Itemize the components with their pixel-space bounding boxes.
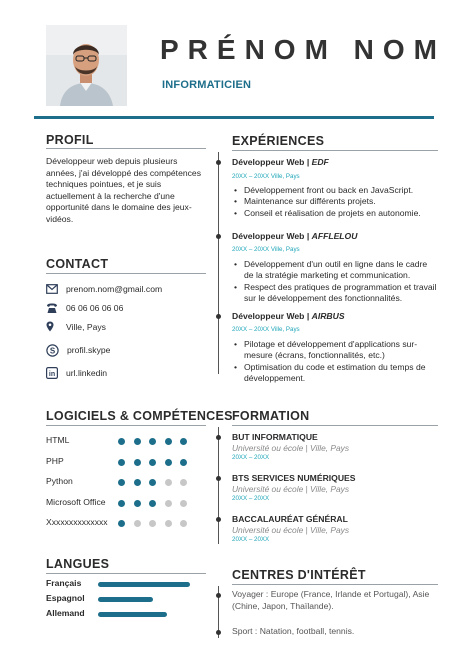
languages-heading: LANGUES	[46, 557, 110, 571]
education-school: Université ou école | Ville, Pays	[232, 525, 350, 535]
profile-photo	[46, 25, 127, 106]
experience-title: Développeur Web | AIRBUS	[232, 311, 345, 321]
language-level-bar	[98, 612, 167, 617]
header-divider	[34, 116, 434, 119]
skill-level-dot	[134, 500, 141, 507]
education-divider	[232, 425, 438, 426]
language-level-bar	[98, 582, 190, 587]
skill-label: HTML	[46, 435, 70, 445]
phone-icon	[46, 303, 58, 314]
timeline-dot	[216, 160, 221, 165]
experience-bullets	[232, 259, 437, 304]
experience-bullets	[232, 339, 437, 384]
experience-date: 20XX – 20XX Ville, Pays	[232, 326, 300, 333]
education-title: BACCALAURÉAT GÉNÉRAL	[232, 514, 348, 524]
skill-level-dot	[165, 479, 172, 486]
education-title: BUT INFORMATIQUE	[232, 432, 318, 442]
skill-level-dot	[134, 479, 141, 486]
language-label: Allemand	[46, 608, 85, 618]
list-item: • Pilotage et développement d'applications sur-mesure (écrans, fonctionnalités, etc.)	[232, 339, 437, 362]
skill-level-dot	[149, 479, 156, 486]
experience-bullets	[232, 185, 437, 219]
interest-item: Sport : Natation, football, tennis.	[232, 626, 355, 636]
experiences-divider	[232, 150, 438, 151]
list-item: • Développement d'un outil en ligne dans le cadre de la stratégie marketing et communication.	[232, 259, 437, 282]
experiences-timeline	[218, 152, 219, 374]
skill-level-dot	[149, 459, 156, 466]
contact-heading: CONTACT	[46, 257, 109, 271]
skill-level-dot	[134, 459, 141, 466]
job-title: INFORMATICIEN	[162, 79, 252, 91]
contact-linkedin[interactable]	[46, 366, 107, 380]
education-date: 20XX – 20XX	[232, 495, 270, 502]
experiences-heading: EXPÉRIENCES	[232, 134, 325, 148]
timeline-dot	[216, 517, 221, 522]
timeline-dot	[216, 593, 221, 598]
contact-email[interactable]	[46, 282, 162, 296]
skill-level-dot	[149, 520, 156, 527]
experience-company: AFFLELOU	[311, 231, 358, 241]
timeline-dot	[216, 234, 221, 239]
skill-level-dot	[118, 459, 125, 466]
list-item: • Développement front ou back en JavaScript.	[232, 185, 437, 196]
experience-title: Développeur Web | AFFLELOU	[232, 231, 358, 241]
education-title: BTS SERVICES NUMÉRIQUES	[232, 473, 356, 483]
contact-skype-text: profil.skype	[67, 345, 111, 355]
contact-skype[interactable]	[46, 343, 110, 357]
language-level-bar	[98, 597, 153, 602]
skill-level-dot	[180, 438, 187, 445]
contact-phone-text: 06 06 06 06 06	[66, 303, 124, 313]
languages-divider	[46, 573, 206, 574]
svg-text:in: in	[48, 371, 56, 378]
skill-level-dot	[165, 438, 172, 445]
location-pin-icon	[46, 321, 58, 333]
interests-divider	[232, 584, 438, 585]
skill-level-dot	[165, 459, 172, 466]
skill-level-dot	[118, 438, 125, 445]
education-timeline	[218, 427, 219, 544]
skill-level-dot	[118, 479, 125, 486]
person-portrait-icon	[46, 25, 127, 106]
contact-location	[46, 320, 106, 334]
education-heading: FORMATION	[232, 409, 310, 423]
list-item: • Maintenance sur différents projets.	[232, 196, 437, 207]
skill-level-dot	[165, 500, 172, 507]
interests-heading: CENTRES D'INTÉRÊT	[232, 568, 366, 582]
skill-label: Xxxxxxxxxxxxxx	[46, 517, 108, 527]
svg-text:S: S	[49, 345, 56, 355]
skill-label: Python	[46, 476, 73, 486]
profile-text: Développeur web depuis plusieurs années, j'ai développé des compétences techniques pointues, et je suis actuellement à la recherche d'une opportunité dans le domaine des jeux-vidéos.	[46, 156, 202, 224]
list-item: • Optimisation du code et estimation du temps de développement.	[232, 362, 437, 385]
language-label: Espagnol	[46, 593, 85, 603]
experience-date: 20XX – 20XX Ville, Pays	[232, 173, 300, 180]
timeline-dot	[216, 476, 221, 481]
education-date: 20XX – 20XX	[232, 536, 270, 543]
list-item: • Conseil et réalisation de projets en autonomie.	[232, 208, 437, 219]
timeline-dot	[216, 314, 221, 319]
timeline-dot	[216, 630, 221, 635]
skill-level-dot	[165, 520, 172, 527]
skills-divider	[46, 425, 206, 426]
skill-level-dot	[180, 459, 187, 466]
experience-date: 20XX – 20XX Ville, Pays	[232, 246, 300, 253]
contact-linkedin-text: url.linkedin	[66, 368, 108, 378]
interest-item: Voyager : Europe (France, Irlande et Portugal), Asie (Chine, Japon, Thaïlande).	[232, 589, 430, 611]
linkedin-icon	[46, 367, 58, 379]
skill-level-dot	[118, 500, 125, 507]
contact-divider	[46, 273, 206, 274]
skype-icon	[46, 344, 59, 357]
list-item: • Respect des pratiques de programmation et travail sur le développement des fonctionnalités.	[232, 282, 437, 305]
contact-location-text: Ville, Pays	[66, 322, 106, 332]
skill-level-dot	[180, 479, 187, 486]
skill-level-dot	[149, 438, 156, 445]
experience-company: EDF	[311, 157, 329, 167]
education-school: Université ou école | Ville, Pays	[232, 484, 350, 494]
experience-title: Développeur Web | EDF	[232, 157, 329, 167]
skill-level-dot	[180, 500, 187, 507]
skills-heading: LOGICIELS & COMPÉTENCES	[46, 409, 233, 423]
candidate-name: PRÉNOM NOM	[160, 34, 446, 65]
skill-label: PHP	[46, 455, 64, 466]
education-school: Université ou école | Ville, Pays	[232, 443, 350, 453]
skill-level-dot	[149, 500, 156, 507]
envelope-icon	[46, 284, 58, 294]
contact-email-text: prenom.nom@gmail.com	[66, 284, 163, 294]
experience-company: AIRBUS	[311, 311, 345, 321]
skill-label: Microsoft Office	[46, 496, 106, 507]
contact-phone[interactable]	[46, 301, 123, 315]
language-label: Français	[46, 578, 82, 588]
profile-divider	[46, 148, 206, 149]
profile-heading: PROFIL	[46, 133, 94, 147]
education-date: 20XX – 20XX	[232, 454, 270, 461]
skill-level-dot	[134, 438, 141, 445]
timeline-dot	[216, 435, 221, 440]
skill-level-dot	[180, 520, 187, 527]
skill-level-dot	[134, 520, 141, 527]
skill-level-dot	[118, 520, 125, 527]
